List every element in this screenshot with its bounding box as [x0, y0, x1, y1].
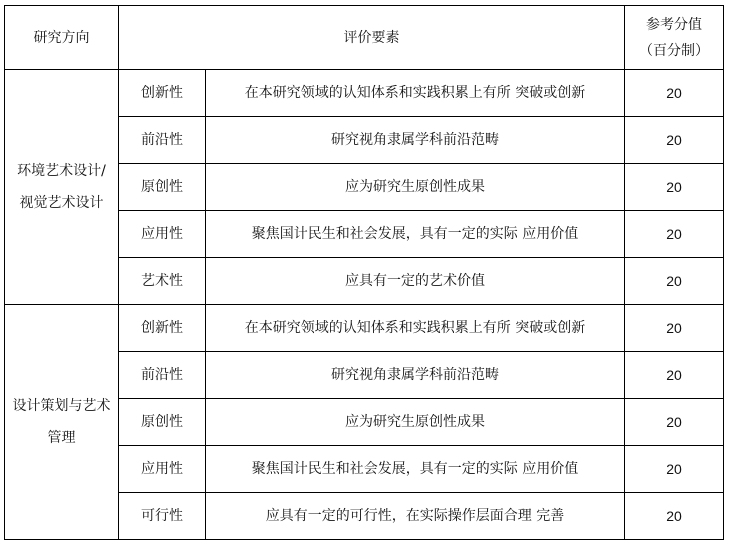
description-cell: 研究视角隶属学科前沿范畴 [206, 352, 625, 399]
direction-cell [5, 305, 119, 540]
description-cell: 应为研究生原创性成果 [206, 164, 625, 211]
score-cell: 20 [625, 399, 724, 446]
criterion-cell: 应用性 [119, 211, 206, 258]
score-cell: 20 [625, 211, 724, 258]
criterion-cell: 原创性 [119, 164, 206, 211]
header-elements: 评价要素 [119, 6, 625, 70]
criterion-cell: 前沿性 [119, 117, 206, 164]
criterion-cell: 可行性 [119, 493, 206, 540]
header-row [5, 6, 724, 70]
criterion-cell: 前沿性 [119, 352, 206, 399]
description-cell: 研究视角隶属学科前沿范畴 [206, 117, 625, 164]
direction-line: 视觉艺术设计 [19, 195, 104, 211]
score-cell: 20 [625, 446, 724, 493]
description-cell: 在本研究领域的认知体系和实践积累上有所 突破或创新 [206, 305, 625, 352]
header-score-line1: 参考分值 [646, 16, 702, 33]
table-row [5, 305, 724, 352]
description-cell: 在本研究领域的认知体系和实践积累上有所 突破或创新 [206, 70, 625, 117]
criterion-cell: 原创性 [119, 399, 206, 446]
score-cell: 20 [625, 164, 724, 211]
description-cell: 应为研究生原创性成果 [206, 399, 625, 446]
description-cell: 应具有一定的可行性，在实际操作层面合理 完善 [206, 493, 625, 540]
description-cell: 聚焦国计民生和社会发展，具有一定的实际 应用价值 [206, 211, 625, 258]
direction-line: 设计策划与艺术 [12, 398, 111, 414]
header-direction: 研究方向 [5, 6, 119, 70]
evaluation-table [4, 5, 724, 540]
score-cell: 20 [625, 117, 724, 164]
criterion-cell: 应用性 [119, 446, 206, 493]
score-cell: 20 [625, 352, 724, 399]
direction-cell [5, 70, 119, 305]
criterion-cell: 艺术性 [119, 258, 206, 305]
header-score-line2: （百分制） [639, 42, 709, 59]
score-cell: 20 [625, 258, 724, 305]
direction-line: 环境艺术设计/ [17, 163, 106, 179]
criterion-cell: 创新性 [119, 70, 206, 117]
score-cell: 20 [625, 493, 724, 540]
description-cell: 应具有一定的艺术价值 [206, 258, 625, 305]
direction-line: 管理 [47, 430, 76, 446]
score-cell: 20 [625, 305, 724, 352]
description-cell: 聚焦国计民生和社会发展，具有一定的实际 应用价值 [206, 446, 625, 493]
header-score [625, 6, 724, 70]
table-row [5, 70, 724, 117]
score-cell: 20 [625, 70, 724, 117]
criterion-cell: 创新性 [119, 305, 206, 352]
